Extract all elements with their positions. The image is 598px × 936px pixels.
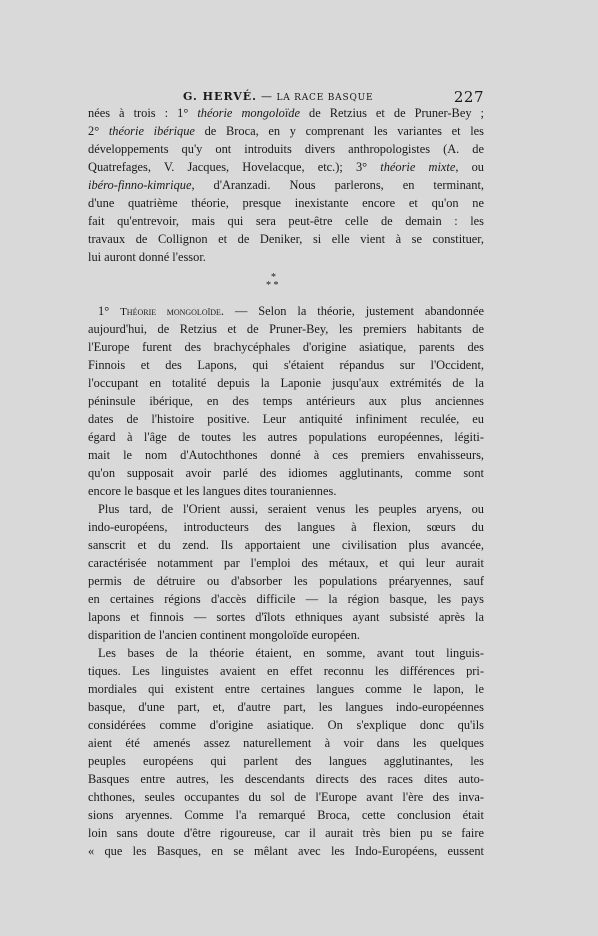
italic-term: ibéro-finno-kimrique <box>88 178 192 192</box>
text-run: , d'Aranzadi. Nous parlerons, en terminant, <box>191 178 484 192</box>
text-line <box>88 104 484 122</box>
page-number: 227 <box>453 88 484 106</box>
text-run: Quatrefages, V. Jacques, Hovelacque, etc.); 3° <box>88 160 381 174</box>
text-line: sanscrit et du zend. Ils apportaient une civilisation plus avancée, <box>88 538 484 552</box>
text-line: égard à l'âge de toutes les autres populations européennes, légiti- <box>88 430 484 444</box>
text-line: lui auront donné l'essor. <box>88 250 206 264</box>
ornament-star-top: * <box>271 272 276 283</box>
running-title <box>183 90 373 103</box>
text-line: loin sans doute d'être rigoureuse, car il aurait très bien pu se faire <box>88 826 484 840</box>
text-line: dates de l'histoire positive. Leur antiquité infiniment reculée, eu <box>88 412 484 426</box>
italic-term: théorie ibérique <box>108 124 195 138</box>
section-title: Théorie mongoloïde <box>120 306 221 318</box>
text-line: Plus tard, de l'Orient aussi, seraient venus les peuples aryens, ou <box>98 502 484 516</box>
text-line: indo-européens, introducteurs des langues à flexion, sœurs du <box>88 520 484 534</box>
text-run: nées à trois : 1° <box>88 106 198 120</box>
header-author: G. HERVÉ. <box>183 90 257 103</box>
text-line: peuples européens qui parlent des langues agglutinantes, les <box>88 754 484 768</box>
text-line: d'une quatrième théorie, presque inexistante encore et qu'on ne <box>88 196 484 210</box>
page-body <box>88 104 484 860</box>
text-line: sions aryennes. Comme l'a remarqué Broca, cette conclusion était <box>88 808 484 822</box>
text-line: Les bases de la théorie étaient, en somme, avant tout linguis- <box>98 646 484 660</box>
text-line: chthones, seules occupantes du sol de l'Europe avant l'ère des inva- <box>88 790 484 804</box>
ornament-star-bottom: * * <box>266 280 279 291</box>
text-line: fait qu'entrevoir, mais qui sera peut-être celle de demain : les <box>88 214 484 228</box>
text-line: aujourd'hui, de Retzius et de Pruner-Bey, les premiers habitants de <box>88 322 484 336</box>
text-line: lapons et finnois — sortes d'îlots ethniques ayant subsisté après la <box>88 610 484 624</box>
section-heading-line <box>88 302 484 320</box>
text-line: disparition de l'ancien continent mongoloïde européen. <box>88 628 360 642</box>
text-line: considérées comme d'origine asiatique. On s'explique donc qu'ils <box>88 718 484 732</box>
header-dash: — <box>260 90 273 103</box>
italic-term: théorie mixte <box>380 160 456 174</box>
text-line: Basques entre autres, les descendants directs des races dites auto- <box>88 772 484 786</box>
text-line: caractérisée notamment par l'emploi des métaux, et qui leur aurait <box>88 556 484 570</box>
section-number: 1° <box>98 304 121 318</box>
text-line <box>88 122 484 140</box>
text-line: « que les Basques, en se mêlant avec les Indo-Européens, eussent <box>88 844 484 858</box>
text-line: basque, d'une part, et, d'autre part, les langues indo-européennes <box>88 700 484 714</box>
text-run: , ou <box>455 160 484 174</box>
text-line: développements qu'y ont introduits divers anthropologistes (A. de <box>88 142 484 156</box>
text-line: péninsule ibérique, en des temps antérieurs aux plus anciennes <box>88 394 484 408</box>
text-run: de Broca, en y comprenant les variantes et les <box>194 124 484 138</box>
text-line: encore le basque et les langues dites touraniennes. <box>88 484 337 498</box>
text-line: mait le nom d'Autochthones donné à ces premiers envahisseurs, <box>88 448 484 462</box>
text-line: l'occupant en totalité depuis la Laponie jusqu'aux extrémités de la <box>88 376 484 390</box>
text-line: permis de détruire ou d'absorber les populations préaryennes, sauf <box>88 574 484 588</box>
section-ornament <box>88 266 484 302</box>
text-line: aient été amenés assez naturellement à voir dans les quelques <box>88 736 484 750</box>
text-line: Finnois et des Lapons, qui s'étaient répandus sur l'Occident, <box>88 358 484 372</box>
text-line: tiques. Les linguistes avaient en effet reconnu les différences pri- <box>88 664 484 678</box>
text-line: l'Europe furent des brachycéphales d'origine asiatique, parents des <box>88 340 484 354</box>
italic-term: théorie mongoloïde <box>197 106 300 120</box>
text-line: mordiales qui existent entre certaines langues comme le lapon, le <box>88 682 484 696</box>
text-line <box>88 158 484 176</box>
text-line: en certaines régions d'accès difficile — la région basque, les pays <box>88 592 484 606</box>
text-line: qu'on supposait avoir parlé des idiomes agglutinants, comme sont <box>88 466 484 480</box>
text-line <box>88 176 484 194</box>
text-run: de Retzius et de Pruner-Bey ; <box>299 106 484 120</box>
text-run: . — Selon la théorie, justement abandonnée <box>220 304 484 318</box>
header-title: LA RACE BASQUE <box>276 93 374 103</box>
text-line: travaux de Collignon et de Deniker, si elle vient à se constituer, <box>88 232 484 246</box>
text-run: 2° <box>88 124 109 138</box>
